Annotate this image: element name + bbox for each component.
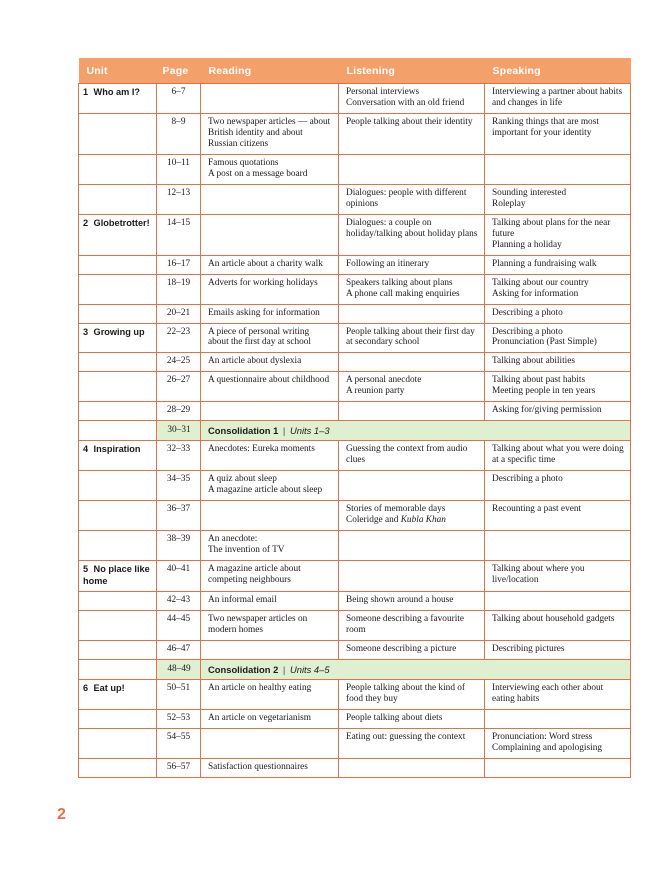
unit-row (79, 323, 631, 353)
cell-unit (79, 531, 157, 561)
cell-listening: People talking about their first day at secondary school (339, 323, 485, 353)
cell-unit (79, 501, 157, 531)
cell-page: 16–17 (157, 255, 201, 274)
cell-unit (79, 710, 157, 729)
cell-reading: A quiz about sleep A magazine article about sleep (201, 471, 339, 501)
table-row (79, 531, 631, 561)
cell-unit (79, 274, 157, 304)
table-row (79, 353, 631, 372)
cell-speaking: Talking about abilities (485, 353, 631, 372)
cell-listening: Someone describing a favourite room (339, 611, 485, 641)
cell-page: 56–57 (157, 758, 201, 777)
table-row (79, 304, 631, 323)
cell-reading (201, 214, 339, 255)
cell-listening: Speakers talking about plans A phone call making enquiries (339, 274, 485, 304)
cell-listening (339, 353, 485, 372)
cell-unit (79, 154, 157, 184)
cell-listening: Following an itinerary (339, 255, 485, 274)
cell-page: 54–55 (157, 729, 201, 759)
cell-page: 38–39 (157, 531, 201, 561)
cell-listening: A personal anecdote A reunion party (339, 372, 485, 402)
cell-listening: Dialogues: a couple on holiday/talking about holiday plans (339, 214, 485, 255)
cell-listening: Eating out: guessing the context (339, 729, 485, 759)
cell-listening (339, 531, 485, 561)
unit-row (79, 680, 631, 710)
table-row (79, 402, 631, 421)
cell-reading: A questionnaire about childhood (201, 372, 339, 402)
cell-listening (339, 561, 485, 592)
cell-speaking: Talking about household gadgets (485, 611, 631, 641)
cell-speaking (485, 531, 631, 561)
cell-reading: Emails asking for information (201, 304, 339, 323)
unit-row (79, 84, 631, 114)
cell-listening: Stories of memorable days Coleridge and Kubla Khan (339, 501, 485, 531)
table-row (79, 641, 631, 660)
table-body (79, 84, 631, 778)
cell-unit: 6 Eat up! (79, 680, 157, 710)
cell-reading (201, 501, 339, 531)
cell-listening: People talking about their identity (339, 113, 485, 154)
column-header-page: Page (157, 58, 201, 84)
cell-speaking (485, 710, 631, 729)
cell-reading: Famous quotations A post on a message board (201, 154, 339, 184)
cell-speaking (485, 758, 631, 777)
cell-page: 52–53 (157, 710, 201, 729)
column-header-speaking: Speaking (485, 58, 631, 84)
cell-reading: An article about dyslexia (201, 353, 339, 372)
cell-reading: Two newspaper articles on modern homes (201, 611, 339, 641)
cell-page: 44–45 (157, 611, 201, 641)
table-row (79, 184, 631, 214)
consolidation-row (79, 421, 631, 441)
cell-listening (339, 471, 485, 501)
cell-page: 28–29 (157, 402, 201, 421)
cell-listening: Being shown around a house (339, 592, 485, 611)
cell-unit (79, 729, 157, 759)
cell-reading: Satisfaction questionnaires (201, 758, 339, 777)
cell-page: 26–27 (157, 372, 201, 402)
cell-listening: Someone describing a picture (339, 641, 485, 660)
cell-reading (201, 184, 339, 214)
column-header-reading: Reading (201, 58, 339, 84)
cell-speaking: Recounting a past event (485, 501, 631, 531)
table-row (79, 592, 631, 611)
cell-speaking: Planning a fundraising walk (485, 255, 631, 274)
column-header-unit: Unit (79, 58, 157, 84)
cell-speaking: Sounding interested Roleplay (485, 184, 631, 214)
cell-speaking: Interviewing each other about eating habits (485, 680, 631, 710)
cell-speaking: Ranking things that are most important for your identity (485, 113, 631, 154)
cell-reading: An article on healthy eating (201, 680, 339, 710)
cell-listening (339, 758, 485, 777)
cell-unit (79, 372, 157, 402)
cell-listening (339, 402, 485, 421)
cell-speaking: Describing a photo (485, 471, 631, 501)
cell-listening: Dialogues: people with different opinions (339, 184, 485, 214)
cell-page: 40–41 (157, 561, 201, 592)
cell-reading: An article about a charity walk (201, 255, 339, 274)
cell-unit: 2 Globetrotter! (79, 214, 157, 255)
cell-reading (201, 641, 339, 660)
cell-listening: People talking about the kind of food they buy (339, 680, 485, 710)
page-number: 2 (57, 806, 66, 823)
cell-page: 8–9 (157, 113, 201, 154)
cell-page: 30–31 (157, 421, 201, 441)
cell-speaking: Describing a photo Pronunciation (Past Simple) (485, 323, 631, 353)
cell-speaking: Describing a photo (485, 304, 631, 323)
unit-row (79, 441, 631, 471)
table-row (79, 255, 631, 274)
cell-page: 14–15 (157, 214, 201, 255)
cell-page: 10–11 (157, 154, 201, 184)
cell-unit: 4 Inspiration (79, 441, 157, 471)
table-row (79, 274, 631, 304)
cell-page: 24–25 (157, 353, 201, 372)
cell-reading: Two newspaper articles — about British identity and about Russian citizens (201, 113, 339, 154)
cell-page: 34–35 (157, 471, 201, 501)
cell-speaking: Asking for/giving permission (485, 402, 631, 421)
cell-unit (79, 471, 157, 501)
cell-speaking (485, 154, 631, 184)
toc-content-frame (78, 58, 630, 778)
cell-unit (79, 184, 157, 214)
cell-speaking: Interviewing a partner about habits and changes in life (485, 84, 631, 114)
table-row (79, 372, 631, 402)
cell-page: 48–49 (157, 660, 201, 680)
table-row (79, 710, 631, 729)
cell-page: 46–47 (157, 641, 201, 660)
table-row (79, 471, 631, 501)
cell-listening: Guessing the context from audio clues (339, 441, 485, 471)
unit-row (79, 214, 631, 255)
table-row (79, 154, 631, 184)
cell-unit (79, 758, 157, 777)
unit-row (79, 561, 631, 592)
cell-reading: An article on vegetarianism (201, 710, 339, 729)
cell-unit: 1 Who am I? (79, 84, 157, 114)
cell-page: 36–37 (157, 501, 201, 531)
cell-unit: 3 Growing up (79, 323, 157, 353)
cell-page: 50–51 (157, 680, 201, 710)
contents-table (78, 58, 631, 778)
cell-speaking: Pronunciation: Word stress Complaining and apologising (485, 729, 631, 759)
cell-speaking (485, 592, 631, 611)
cell-listening (339, 154, 485, 184)
cell-unit (79, 353, 157, 372)
column-header-listening: Listening (339, 58, 485, 84)
cell-reading (201, 729, 339, 759)
cell-unit (79, 113, 157, 154)
cell-unit: 5 No place like home (79, 561, 157, 592)
cell-reading: An informal email (201, 592, 339, 611)
cell-speaking: Talking about where you live/location (485, 561, 631, 592)
cell-reading: Adverts for working holidays (201, 274, 339, 304)
cell-page: 42–43 (157, 592, 201, 611)
cell-reading (201, 402, 339, 421)
cell-unit (79, 402, 157, 421)
cell-speaking: Talking about our country Asking for information (485, 274, 631, 304)
cell-reading: A piece of personal writing about the first day at school (201, 323, 339, 353)
table-row (79, 501, 631, 531)
table-row (79, 758, 631, 777)
consolidation-title: Consolidation 2 | Units 4–5 (201, 660, 631, 680)
cell-speaking: Describing pictures (485, 641, 631, 660)
cell-unit (79, 641, 157, 660)
cell-page: 22–23 (157, 323, 201, 353)
table-row (79, 113, 631, 154)
consolidation-title: Consolidation 1 | Units 1–3 (201, 421, 631, 441)
cell-unit (79, 304, 157, 323)
cell-reading: A magazine article about competing neighbours (201, 561, 339, 592)
cell-page: 18–19 (157, 274, 201, 304)
cell-speaking: Talking about past habits Meeting people in ten years (485, 372, 631, 402)
cell-listening: Personal interviews Conversation with an old friend (339, 84, 485, 114)
table-header-row (79, 58, 631, 84)
cell-listening (339, 304, 485, 323)
cell-page: 12–13 (157, 184, 201, 214)
cell-unit (79, 660, 157, 680)
cell-unit (79, 592, 157, 611)
cell-reading: Anecdotes: Eureka moments (201, 441, 339, 471)
table-row (79, 611, 631, 641)
cell-speaking: Talking about what you were doing at a specific time (485, 441, 631, 471)
table-row (79, 729, 631, 759)
consolidation-row (79, 660, 631, 680)
cell-listening: People talking about diets (339, 710, 485, 729)
cell-page: 20–21 (157, 304, 201, 323)
cell-reading: An anecdote: The invention of TV (201, 531, 339, 561)
cell-unit (79, 255, 157, 274)
cell-unit (79, 421, 157, 441)
cell-speaking: Talking about plans for the near future Planning a holiday (485, 214, 631, 255)
cell-page: 32–33 (157, 441, 201, 471)
cell-page: 6–7 (157, 84, 201, 114)
cell-unit (79, 611, 157, 641)
cell-reading (201, 84, 339, 114)
